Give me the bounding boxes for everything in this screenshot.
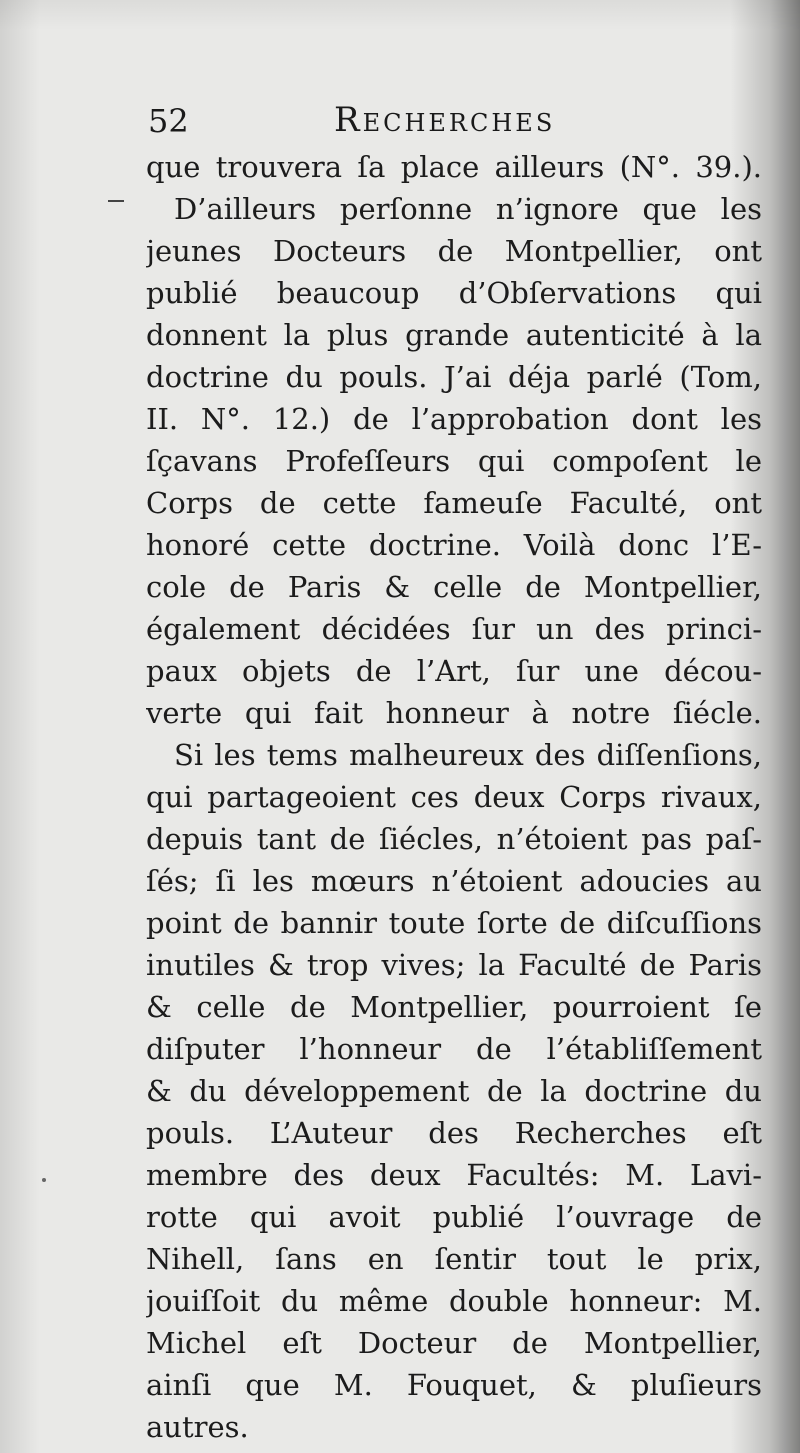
text-line: ſçavans Profeſſeurs qui compoſent le: [146, 444, 762, 478]
page-number: 52: [148, 102, 189, 140]
text-line: verte qui fait honneur à notre ſiécle.: [146, 696, 762, 730]
text-line: également décidées ſur un des princi-: [146, 612, 762, 646]
text-line: II. N°. 12.) de l’approbation dont les: [146, 402, 762, 436]
body-text: [146, 146, 762, 1448]
text-line: pouls. L’Auteur des Recherches eſt: [146, 1116, 762, 1150]
text-line: honoré cette doctrine. Voilà donc l’E-: [146, 528, 762, 562]
text-line: paux objets de l’Art, ſur une décou-: [146, 654, 762, 688]
text-line: publié beaucoup d’Obſervations qui: [146, 276, 762, 310]
text-line: autres.: [146, 1410, 249, 1444]
text-line: depuis tant de ſiécles, n’étoient pas paſ-: [146, 822, 762, 856]
running-head: Recherches: [334, 100, 556, 140]
text-line: D’ailleurs perſonne n’ignore que les: [174, 192, 762, 226]
text-line: inutiles & trop vives; la Faculté de Paris: [146, 948, 762, 982]
text-line: rotte qui avoit publié l’ouvrage de: [146, 1200, 762, 1234]
text-line: ſés; ſi les mœurs n’étoient adoucies au: [146, 864, 762, 898]
text-line: diſputer l’honneur de l’établiſſement: [146, 1032, 762, 1066]
page-header: [148, 96, 760, 144]
text-line: & du développement de la doctrine du: [146, 1074, 762, 1108]
text-line: cole de Paris & celle de Montpellier,: [146, 570, 762, 604]
text-line: jouiſſoit du même double honneur: M.: [146, 1284, 762, 1318]
paper-speck: [42, 1178, 46, 1182]
text-line: Si les tems malheureux des diſſenſions,: [174, 738, 762, 772]
text-line: qui partageoient ces deux Corps rivaux,: [146, 780, 762, 814]
text-line: donnent la plus grande autenticité à la: [146, 318, 762, 352]
text-line: Corps de cette fameuſe Faculté, ont: [146, 486, 762, 520]
text-line: point de bannir toute ſorte de diſcuſſions: [146, 906, 762, 940]
text-line: membre des deux Facultés: M. Lavi-: [146, 1158, 762, 1192]
text-line: Michel eſt Docteur de Montpellier,: [146, 1326, 762, 1360]
text-line: Nihell, ſans en ſentir tout le prix,: [146, 1242, 762, 1276]
text-line: que trouvera ſa place ailleurs (N°. 39.).: [146, 150, 762, 184]
text-line: & celle de Montpellier, pourroient ſe: [146, 990, 762, 1024]
text-line: ainſi que M. Fouquet, & pluſieurs: [146, 1368, 762, 1402]
text-line: doctrine du pouls. J’ai déja parlé (Tom,: [146, 360, 762, 394]
margin-mark: [108, 200, 124, 202]
text-line: jeunes Docteurs de Montpellier, ont: [146, 234, 762, 268]
